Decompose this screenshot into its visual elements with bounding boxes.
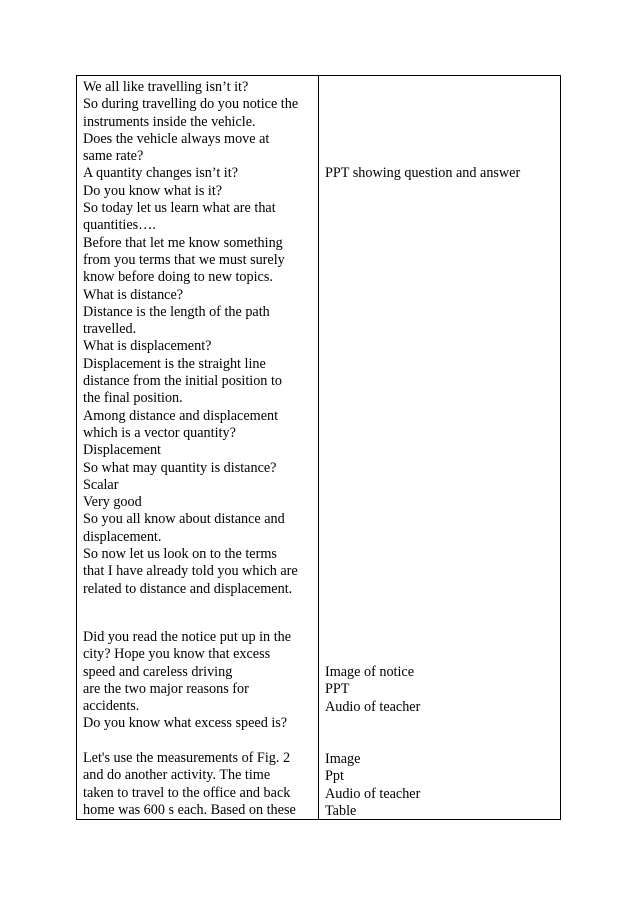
lesson-table [76, 75, 561, 820]
dialogue-line: same rate? [83, 148, 144, 165]
dialogue-line: We all like travelling isn’t it? [83, 79, 249, 95]
resource-line: Audio of teacher [325, 698, 421, 715]
dialogue-line: Displacement [83, 442, 162, 459]
dialogue-line: So today let us learn what are that [83, 200, 276, 217]
resource-line: Table [325, 802, 357, 819]
dialogue-line: which is a vector quantity? [83, 424, 236, 441]
resource-line: PPT showing question and answer [325, 165, 521, 181]
dialogue-line: Did you read the notice put up in the [83, 629, 292, 645]
dialogue-line: travelled. [83, 321, 137, 338]
dialogue-line: city? Hope you know that excess [83, 646, 271, 663]
resource-line: PPT [325, 681, 350, 698]
dialogue-line: the final position. [83, 390, 183, 407]
dialogue-line: Very good [83, 494, 142, 511]
dialogue-line: A quantity changes isn’t it? [83, 165, 238, 182]
dialogue-line: are the two major reasons for [83, 680, 249, 697]
resource-block-activity [325, 751, 420, 820]
dialogue-block-intro [83, 79, 298, 598]
resource-line: Image of notice [325, 664, 415, 680]
dialogue-line: related to distance and displacement. [83, 580, 293, 597]
dialogue-line: What is displacement? [83, 338, 212, 355]
dialogue-line: taken to travel to the office and back [83, 784, 291, 801]
dialogue-block-activity [83, 750, 296, 819]
dialogue-line: Distance is the length of the path [83, 303, 270, 320]
dialogue-line: Do you know what excess speed is? [83, 715, 288, 732]
dialogue-line: know before doing to new topics. [83, 269, 273, 286]
dialogue-line: Before that let me know something [83, 234, 283, 251]
dialogue-line: distance from the initial position to [83, 373, 282, 390]
resource-line: Image [325, 751, 361, 767]
dialogue-line: Among distance and displacement [83, 407, 279, 424]
dialogue-line: speed and careless driving [83, 663, 233, 680]
dialogue-line: Does the vehicle always move at [83, 130, 270, 147]
dialogue-line: What is distance? [83, 286, 184, 303]
dialogue-line: accidents. [83, 698, 140, 715]
dialogue-block-notice [83, 629, 291, 733]
dialogue-line: Let's use the measurements of Fig. 2 [83, 750, 291, 766]
resource-block-notice [325, 664, 420, 716]
dialogue-line: that I have already told you which are [83, 563, 298, 580]
dialogue-line: instruments inside the vehicle. [83, 113, 256, 130]
dialogue-line: and do another activity. The time [83, 767, 271, 784]
resources-column [319, 76, 560, 819]
dialogue-line: Do you know what is it? [83, 182, 223, 199]
teacher-dialogue-column [77, 76, 319, 819]
resource-line: Ppt [325, 768, 344, 785]
dialogue-line: from you terms that we must surely [83, 251, 285, 268]
resource-block-intro [325, 165, 520, 182]
dialogue-line: So during travelling do you notice the [83, 96, 299, 113]
dialogue-line: So what may quantity is distance? [83, 459, 277, 476]
dialogue-line: So you all know about distance and [83, 511, 285, 528]
dialogue-line: displacement. [83, 528, 162, 545]
resource-line: Audio of teacher [325, 785, 421, 802]
dialogue-line: So now let us look on to the terms [83, 546, 277, 563]
dialogue-line: quantities…. [83, 217, 156, 234]
dialogue-line: Displacement is the straight line [83, 355, 266, 372]
dialogue-line: home was 600 s each. Based on these [83, 801, 296, 818]
dialogue-line: Scalar [83, 476, 119, 493]
